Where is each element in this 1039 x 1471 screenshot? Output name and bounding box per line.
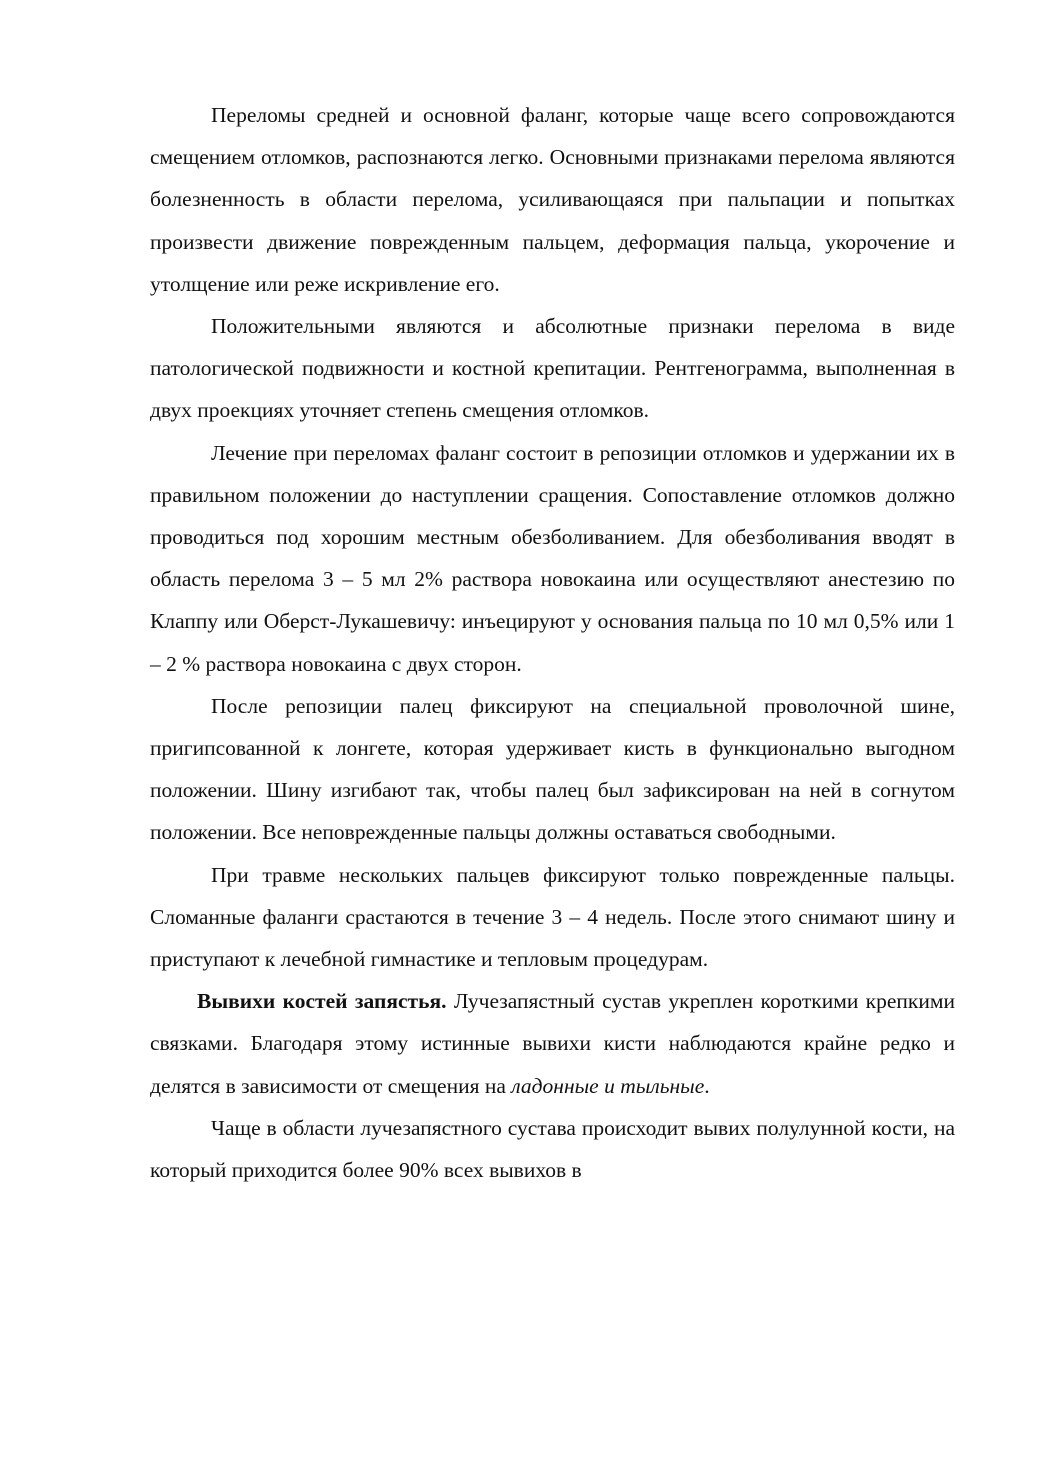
paragraph-wrist-dislocations-tail: .	[704, 1073, 710, 1098]
paragraph-wrist-dislocations	[150, 980, 955, 1107]
document-body	[150, 94, 955, 1191]
paragraph-absolute-signs: Положительными являются и абсолютные признаки перелома в виде патологической подвижности и костной крепитации. Рентгенограмма, выполненная в двух проекциях уточняет степень смещения отломков.	[150, 314, 955, 423]
section-heading-wrist-dislocations: Вывихи костей запястья.	[197, 989, 447, 1014]
paragraph-lunate-dislocation: Чаще в области лучезапястного сустава происходит вывих полулунной кости, на который приходится более 90% всех вывихов в	[150, 1115, 955, 1183]
paragraph-fractures-signs: Переломы средней и основной фаланг, которые чаще всего сопровождаются смещением отломков, распознаются легко. Основными признаками перелома являются болезненность в области перелома, усиливающаяся при пальпации и попытках произвести движение поврежденным пальцем, деформация пальца, укорочение и утолщение или реже искривление его.	[150, 103, 955, 296]
paragraph-wrist-dislocations-italic: ладонные и тыльные	[511, 1073, 705, 1098]
paragraph-multiple-fingers: При травме нескольких пальцев фиксируют только поврежденные пальцы. Сломанные фаланги срастаются в течение 3 – 4 недель. После этого снимают шину и приступают к лечебной гимнастике и тепловым процедурам.	[150, 862, 955, 972]
paragraph-wrist-dislocations-text: Лучезапястный сустав укреплен короткими крепкими связками. Благодаря этому истинные вывихи кисти наблюдаются крайне редко и делятся в зависимости от смещения на	[150, 989, 955, 1098]
paragraph-splint-fixation: После репозиции палец фиксируют на специальной проволочной шине, пригипсованной к лонгете, которая удерживает кисть в функционально выгодном положении. Шину изгибают так, чтобы палец был зафиксирован на ней в согнутом положении. Все неповрежденные пальцы должны оставаться свободными.	[150, 693, 955, 845]
paragraph-treatment: Лечение при переломах фаланг состоит в репозиции отломков и удержании их в правильном положении до наступлении сращения. Сопоставление отломков должно проводиться под хорошим местным обезболиванием. Для обезболивания вводят в область перелома 3 – 5 мл 2% раствора новокаина или осуществляют анестезию по Клаппу или Оберст-Лукашевичу: инъецируют у основания пальца по 10 мл 0,5% или 1 – 2 % раствора новокаина с двух сторон.	[150, 440, 955, 676]
